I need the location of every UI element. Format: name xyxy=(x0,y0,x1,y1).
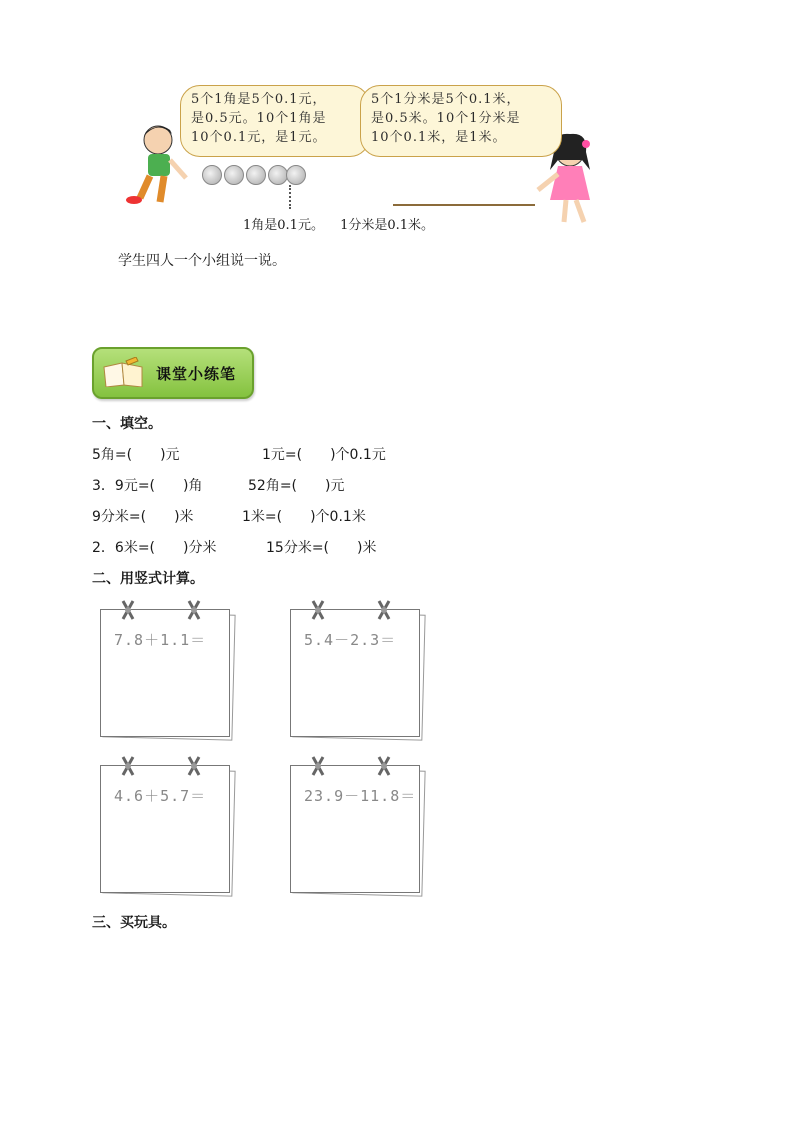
fill-blank-item[interactable]: 1米=( )个0.1米 xyxy=(242,509,366,525)
illustration xyxy=(110,60,610,240)
meter-stick xyxy=(393,204,535,206)
coin-icon xyxy=(202,165,222,185)
bubble-right-line: 5个1分米是5个0.1米， xyxy=(371,92,521,107)
fill-blank-item[interactable]: 5角=( )元 xyxy=(92,447,180,463)
bubble-left-line: 是0.5元。10个1角是 xyxy=(191,111,327,126)
clip-icon xyxy=(376,599,392,621)
illustration-caption xyxy=(243,214,446,233)
calc-card[interactable] xyxy=(100,607,234,737)
section-header xyxy=(92,347,254,399)
coin-icon xyxy=(268,165,288,185)
bubble-left-line: 5个1角是5个0.1元， xyxy=(191,92,327,107)
fill-blank-item[interactable]: 2．6米=( )分米 xyxy=(92,540,217,556)
dotted-pointer xyxy=(289,185,291,209)
speech-bubble-right xyxy=(360,85,562,157)
group-discussion-note: 学生四人一个小组说一说。 xyxy=(118,253,286,269)
calc-card[interactable] xyxy=(100,763,234,893)
clip-icon xyxy=(186,755,202,777)
fill-blank-item[interactable]: 52角=( )元 xyxy=(248,478,345,494)
clip-icon xyxy=(120,599,136,621)
calc-card[interactable] xyxy=(290,763,424,893)
bubble-right-line: 是0.5米。10个1分米是 xyxy=(371,111,521,126)
speech-bubble-left xyxy=(180,85,370,157)
calc-card[interactable] xyxy=(290,607,424,737)
clip-icon xyxy=(376,755,392,777)
fill-blank-item[interactable]: 3．9元=( )角 xyxy=(92,478,203,494)
q1-heading: 一、填空。 xyxy=(92,416,162,432)
coin-icon xyxy=(224,165,244,185)
section-title: 课堂小练笔 xyxy=(156,365,237,383)
clip-icon xyxy=(186,599,202,621)
caption-left: 1角是0.1元。 xyxy=(243,218,324,233)
coin-icon xyxy=(246,165,266,185)
book-pencil-icon xyxy=(102,357,146,387)
clip-icon xyxy=(310,599,326,621)
q3-heading: 三、买玩具。 xyxy=(92,915,176,931)
clip-icon xyxy=(310,755,326,777)
calc-expression: 7.8＋1.1＝ xyxy=(114,631,207,649)
fill-blank-item[interactable]: 15分米=( )米 xyxy=(266,540,377,556)
calc-expression: 23.9－11.8＝ xyxy=(304,787,417,805)
caption-right: 1分米是0.1米。 xyxy=(340,218,435,233)
fill-blank-item[interactable]: 9分米=( )米 xyxy=(92,509,194,525)
fill-blank-item[interactable]: 1元=( )个0.1元 xyxy=(262,447,386,463)
bubble-left-line: 10个0.1元，是1元。 xyxy=(191,130,327,145)
q2-heading: 二、用竖式计算。 xyxy=(92,571,204,587)
calc-expression: 4.6＋5.7＝ xyxy=(114,787,207,805)
calc-expression: 5.4－2.3＝ xyxy=(304,631,397,649)
coin-icon xyxy=(286,165,306,185)
clip-icon xyxy=(120,755,136,777)
bubble-right-line: 10个0.1米，是1米。 xyxy=(371,130,507,145)
